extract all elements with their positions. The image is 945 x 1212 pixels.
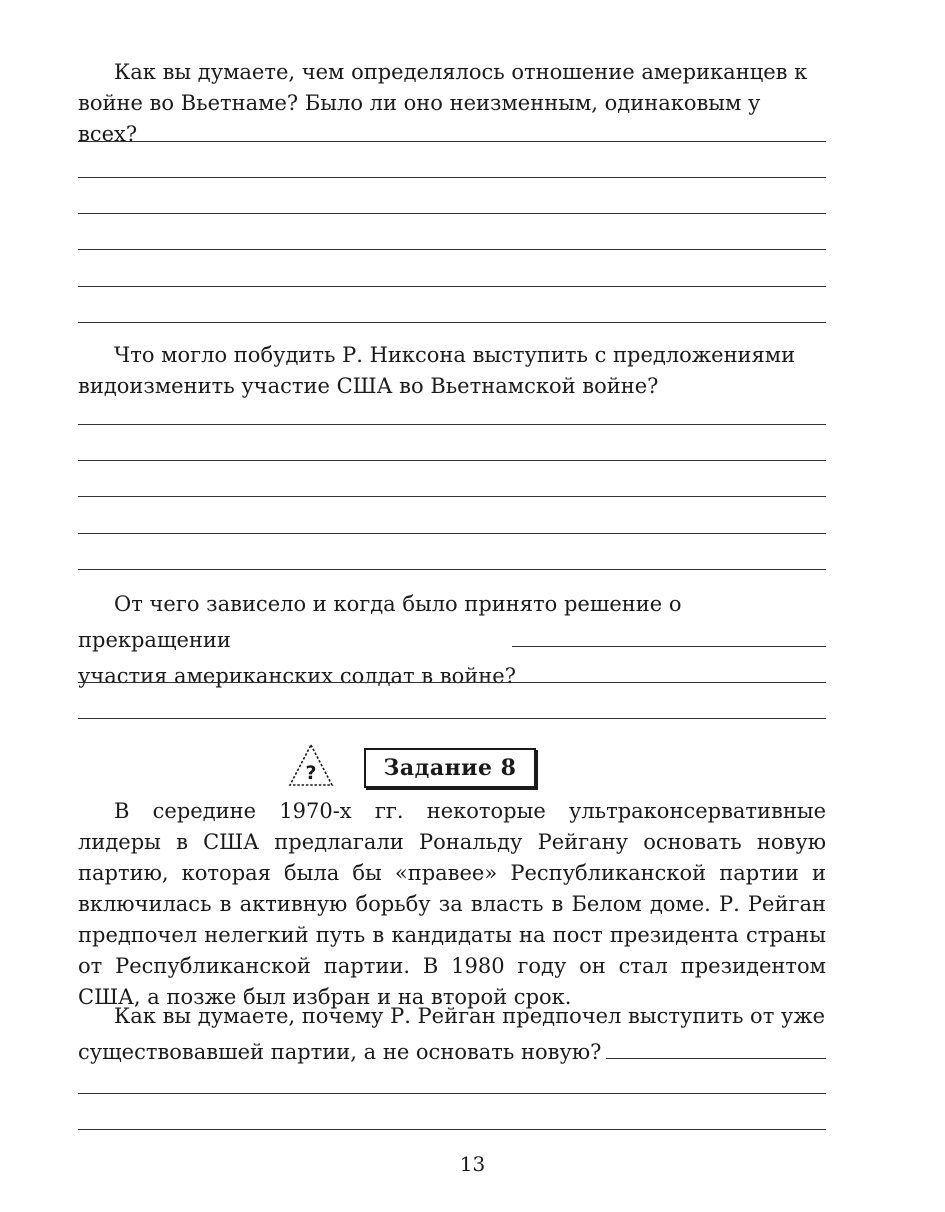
question-2: [78, 340, 826, 402]
answer-line[interactable]: [78, 141, 826, 142]
answer-line[interactable]: [78, 1129, 826, 1130]
answer-line[interactable]: [78, 322, 826, 323]
task-question-line-2: существовавшей партии, а не основать новую?: [78, 1040, 602, 1064]
answer-line[interactable]: [606, 1058, 826, 1059]
question-triangle-icon: [288, 742, 334, 788]
page-number: 13: [459, 1152, 486, 1176]
answer-line[interactable]: [78, 1093, 826, 1094]
task-label: Задание 8: [364, 748, 536, 788]
question-3-line-1: От чего зависело и когда было принято решение о прекращении: [78, 592, 682, 652]
answer-line[interactable]: [78, 533, 826, 534]
question-mark: ?: [305, 762, 317, 784]
task-question: [78, 998, 826, 1070]
task-header: [288, 742, 548, 792]
task-text-body: В середине 1970-х гг. некоторые ультраконсервативные лидеры в США предлагали Рональду Рейгану основать новую партию, которая была бы «правее» Республиканской партии и включилась в активную борьбу за власть в Белом доме. Р. Рейган предпочел нелегкий путь в кандидаты на пост президента страны от Республиканской партии. В 1980 году он стал президентом США, а позже был избран и на второй срок.: [78, 799, 826, 1009]
answer-line[interactable]: [78, 682, 826, 683]
question-3-line-2: участия американских солдат в войне?: [78, 664, 516, 688]
answer-line[interactable]: [78, 249, 826, 250]
answer-line[interactable]: [78, 718, 826, 719]
answer-line[interactable]: [78, 460, 826, 461]
answer-line[interactable]: [78, 569, 826, 570]
task-question-line-1: Как вы думаете, почему Р. Рейган предпочел выступить от уже: [114, 1004, 826, 1028]
question-2-text: Что могло побудить Р. Никсона выступить с предложениями видоизменить участие США во Вьетнамской войне?: [78, 343, 796, 398]
task-text: [78, 796, 826, 1013]
answer-line[interactable]: [78, 177, 826, 178]
question-1: [78, 57, 826, 150]
question-3: [78, 586, 826, 694]
answer-line[interactable]: [78, 424, 826, 425]
question-1-text: Как вы думаете, чем определялось отношение американцев к войне во Вьетнаме? Было ли оно неизменным, одинаковым у всех?: [78, 60, 808, 146]
answer-line[interactable]: [78, 213, 826, 214]
answer-line[interactable]: [512, 646, 826, 647]
answer-line[interactable]: [78, 286, 826, 287]
answer-line[interactable]: [78, 496, 826, 497]
